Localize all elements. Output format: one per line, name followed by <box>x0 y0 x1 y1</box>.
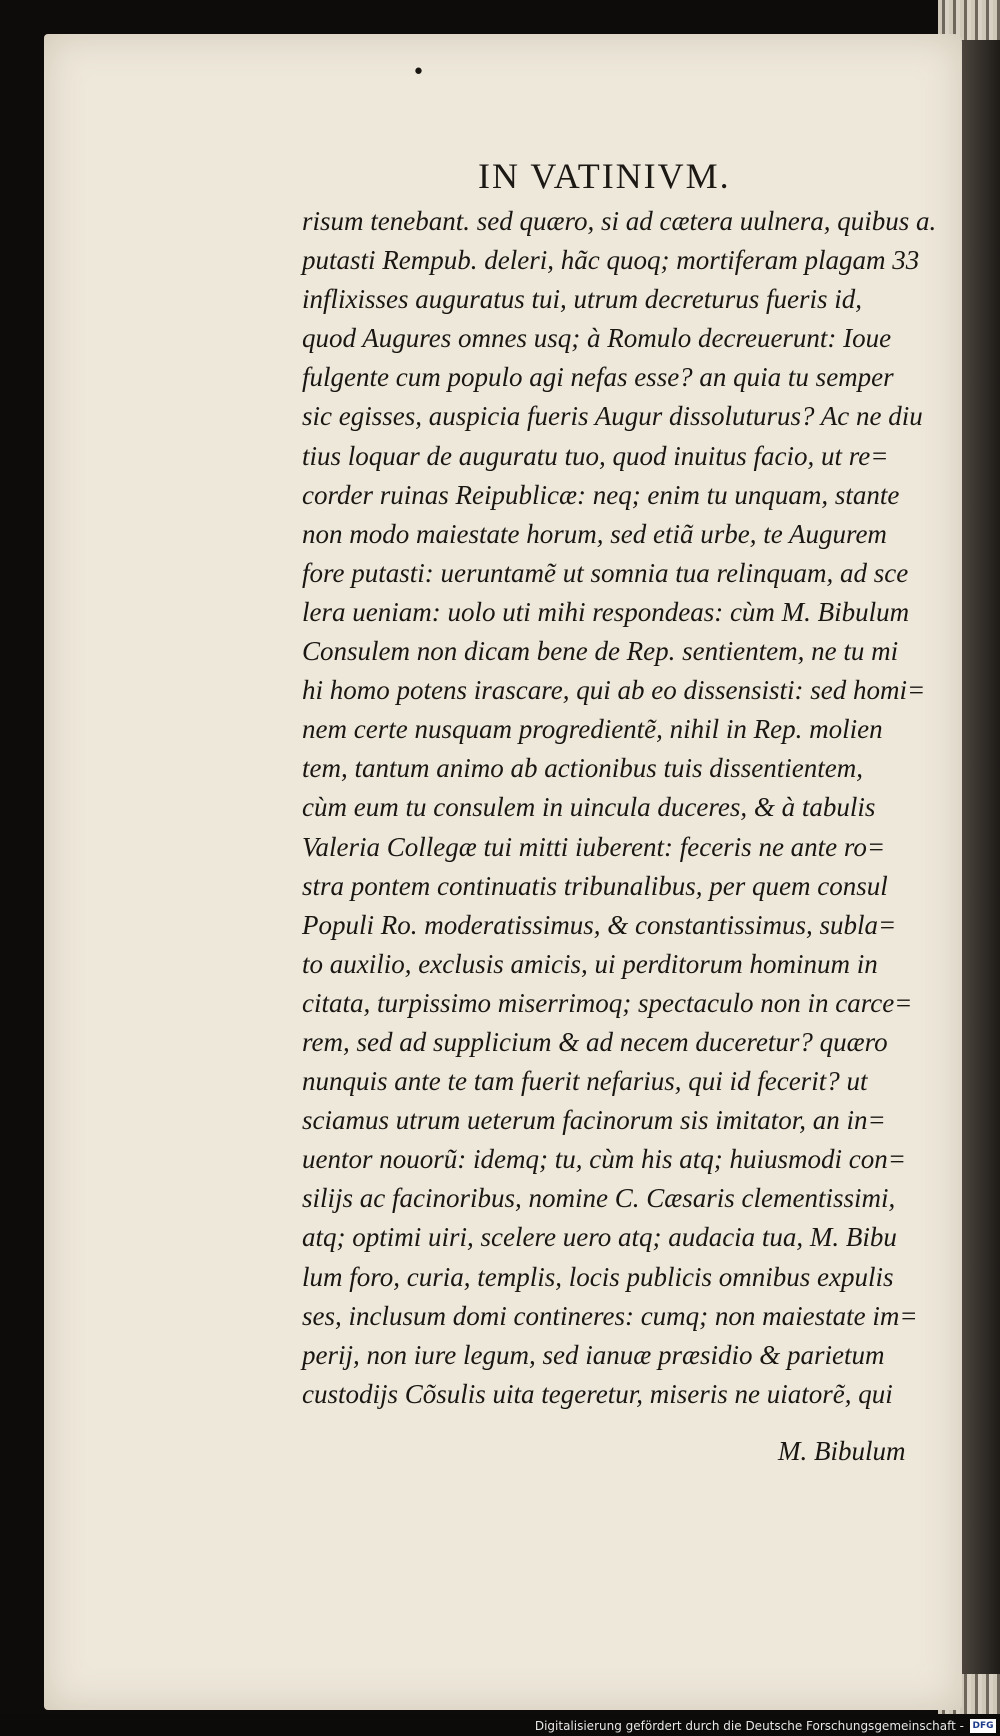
text-line: Populi Ro. moderatissimus, & constantissimus, subla= <box>302 909 897 940</box>
text-line: sciamus utrum ueterum facinorum sis imitator, an in= <box>302 1105 886 1136</box>
body-text <box>302 202 942 1414</box>
text-line: Valeria Collegæ tui mitti iuberent: feceris ne ante ro= <box>302 831 886 862</box>
running-head: IN VATINIVM. <box>478 156 731 196</box>
page-ornament: • <box>412 60 425 85</box>
text-line: sic egisses, auspicia fueris Augur dissoluturus? Ac ne diu <box>302 401 923 432</box>
text-line: ses, inclusum domi contineres: cumq; non maiestate im= <box>302 1300 918 1331</box>
text-line: lum foro, curia, templis, locis publicis omnibus expulis <box>302 1261 894 1292</box>
text-line: rem, sed ad supplicium & ad necem duceretur? quæro <box>302 1026 888 1057</box>
text-line: putasti Rempub. deleri, hãc quoq; mortiferam plagam 33 <box>302 245 920 276</box>
text-line: nem certe nusquam progredientẽ, nihil in Rep. molien <box>302 714 883 745</box>
text-line: lera ueniam: uolo uti mihi respondeas: cùm M. Bibulum <box>302 596 910 627</box>
text-line: hi homo potens irascare, qui ab eo dissensisti: sed homi= <box>302 675 926 706</box>
text-line: citata, turpissimo miserrimoq; spectaculo non in carce= <box>302 987 913 1018</box>
text-line: atq; optimi uiri, scelere uero atq; audacia tua, M. Bibu <box>302 1222 897 1253</box>
text-line: fore putasti: ueruntamẽ ut somnia tua relinquam, ad sce <box>302 557 909 588</box>
text-line: perij, non iure legum, sed ianuæ præsidio & parietum <box>302 1339 885 1370</box>
digitization-footer <box>0 1714 1000 1736</box>
text-line: non modo maiestate horum, sed etiã urbe, te Augurem <box>302 518 887 549</box>
text-line: tius loquar de auguratu tuo, quod inuitus facio, ut re= <box>302 440 889 471</box>
text-line: Consulem non dicam bene de Rep. sentientem, ne tu mi <box>302 636 899 667</box>
text-line: stra pontem continuatis tribunalibus, per quem consul <box>302 870 888 901</box>
dfg-logo: DFG <box>970 1719 996 1733</box>
footer-credit: Digitalisierung gefördert durch die Deutsche Forschungsgemeinschaft - <box>534 1719 964 1733</box>
text-line: risum tenebant. sed quæro, si ad cætera uulnera, quibus a. <box>302 206 937 236</box>
text-line: tem, tantum animo ab actionibus tuis dissentientem, <box>302 753 863 784</box>
text-line: uentor nouorũ: idemq; tu, cùm his atq; huiusmodi con= <box>302 1144 906 1175</box>
catchword: M. Bibulum <box>778 1436 906 1466</box>
text-line: silijs ac facinoribus, nomine C. Cæsaris clementissimi, <box>302 1183 896 1214</box>
text-line: inflixisses auguratus tui, utrum decreturus fueris id, <box>302 284 862 315</box>
text-line: fulgente cum populo agi nefas esse? an quia tu semper <box>302 362 894 393</box>
text-line: nunquis ante te tam fuerit nefarius, qui id fecerit? ut <box>302 1066 868 1097</box>
text-line: to auxilio, exclusis amicis, ui perditorum hominum in <box>302 948 878 979</box>
text-line: quod Augures omnes usq; à Romulo decreuerunt: Ioue <box>302 323 892 354</box>
text-line: corder ruinas Reipublicæ: neq; enim tu unquam, stante <box>302 479 900 510</box>
text-line: cùm eum tu consulem in uincula duceres, & à tabulis <box>302 792 876 823</box>
text-line: custodijs Cõsulis uita tegeretur, miseris ne uiatorẽ, qui <box>302 1378 893 1409</box>
